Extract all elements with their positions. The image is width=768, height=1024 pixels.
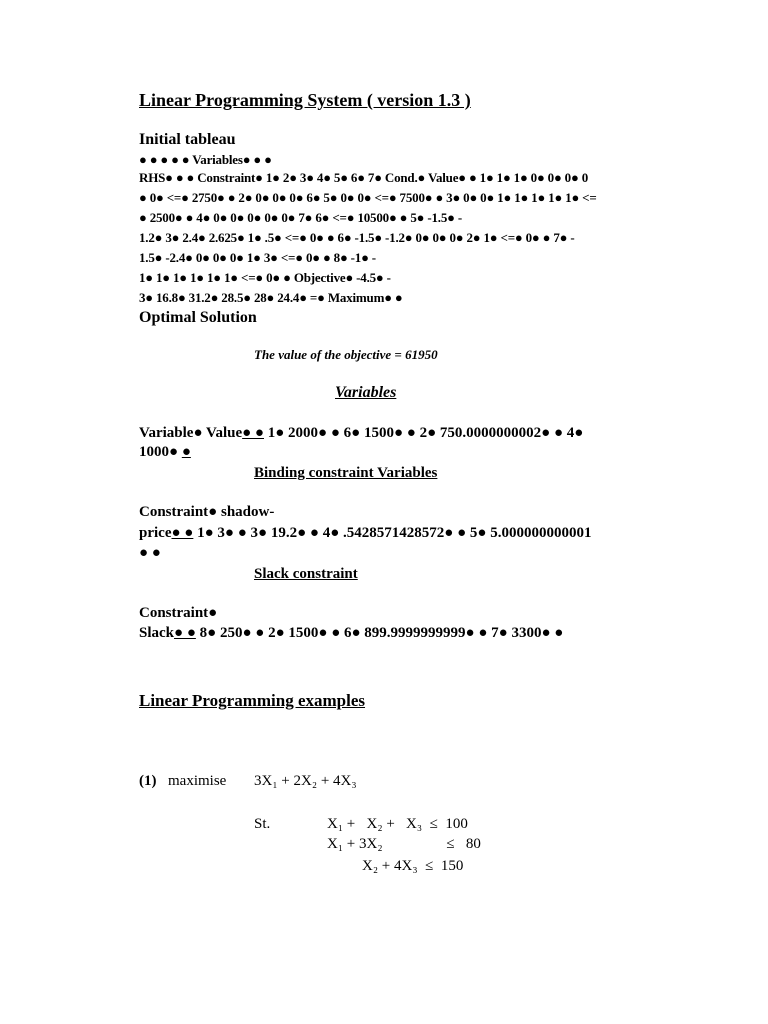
objective-value: The value of the objective = 61950 [254, 347, 438, 362]
tableau-line-1: ● ● ● ● ● Variables● ● ● [139, 152, 272, 167]
variables-values: 1● 2000● ● 6● 1500● ● 2● 750.0000000002● ● 4● [264, 425, 584, 441]
constraint-3: X₂ + 4X₃ ≤ 150 [362, 858, 464, 874]
example-1-objective: 3X₁ + 2X₂ + 4X₃ [254, 773, 357, 789]
variables-values-cont: 1000● [139, 444, 182, 460]
constraint-1: X₁ + X₂ + X₃ ≤ 100 [327, 816, 468, 832]
binding-label: price [139, 525, 172, 541]
slack-line-1: Constraint● [139, 605, 218, 621]
tableau-line-4: ● 2500● ● 4● 0● 0● 0● 0● 0● 7● 6● <=● 10500● ● 5● -1.5● - [139, 210, 462, 225]
example-1-verb: maximise [168, 773, 227, 789]
variables-underline-marker: ● ● [242, 425, 264, 441]
slack-heading: Slack constraint [254, 566, 358, 582]
tableau-line-8: 3● 16.8● 31.2● 28.5● 28● 24.4● =● Maximum● ● [139, 290, 403, 305]
examples-heading: Linear Programming examples [139, 691, 366, 710]
binding-values: 1● 3● ● 3● 19.2● ● 4● .5428571428572● ● 5● 5.000000000001 [193, 525, 592, 541]
binding-line-2 [139, 525, 591, 542]
subject-to-label: St. [254, 816, 271, 832]
binding-line-3: ● ● [139, 545, 161, 561]
tableau-line-3: ● 0● <=● 2750● ● 2● 0● 0● 0● 6● 5● 0● 0● <=● 7500● ● 3● 0● 0● 1● 1● 1● 1● 1● <= [139, 190, 597, 205]
tableau-line-5: 1.2● 3● 2.4● 2.625● 1● .5● <=● 0● ● 6● -1.5● -1.2● 0● 0● 0● 2● 1● <=● 0● ● 7● - [139, 230, 575, 245]
tableau-line-2: RHS● ● ● Constraint● 1● 2● 3● 4● 5● 6● 7● Cond.● Value● ● 1● 1● 1● 0● 0● 0● 0 [139, 170, 588, 185]
optimal-solution-heading: Optimal Solution [139, 309, 257, 326]
slack-values: 8● 250● ● 2● 1500● ● 6● 899.9999999999● ● 7● 3300● ● [195, 625, 564, 641]
variables-underline-marker-2: ● [181, 444, 191, 460]
binding-line-1: Constraint● shadow- [139, 504, 275, 520]
variables-heading: Variables [335, 384, 397, 401]
variables-label: Variable● Value [139, 425, 243, 441]
tableau-line-7: 1● 1● 1● 1● 1● 1● <=● 0● ● Objective● -4.5● - [139, 270, 391, 285]
constraint-2: X₁ + 3X₂ ≤ 80 [327, 836, 481, 852]
slack-underline-marker: ● ● [174, 625, 196, 641]
tableau-line-6: 1.5● -2.4● 0● 0● 0● 1● 3● <=● 0● ● 8● -1● - [139, 250, 376, 265]
variables-line-2 [139, 444, 191, 461]
variables-line-1 [139, 425, 583, 442]
binding-heading: Binding constraint Variables [254, 465, 438, 481]
slack-line-2 [139, 625, 563, 642]
binding-underline-marker: ● ● [171, 525, 194, 541]
slack-label: Slack [139, 625, 175, 641]
example-1-label: (1) [139, 773, 157, 789]
initial-tableau-heading: Initial tableau [139, 131, 236, 148]
page-title-text: Linear Programming System ( version 1.3 ) [139, 90, 471, 110]
page-title [139, 90, 471, 111]
